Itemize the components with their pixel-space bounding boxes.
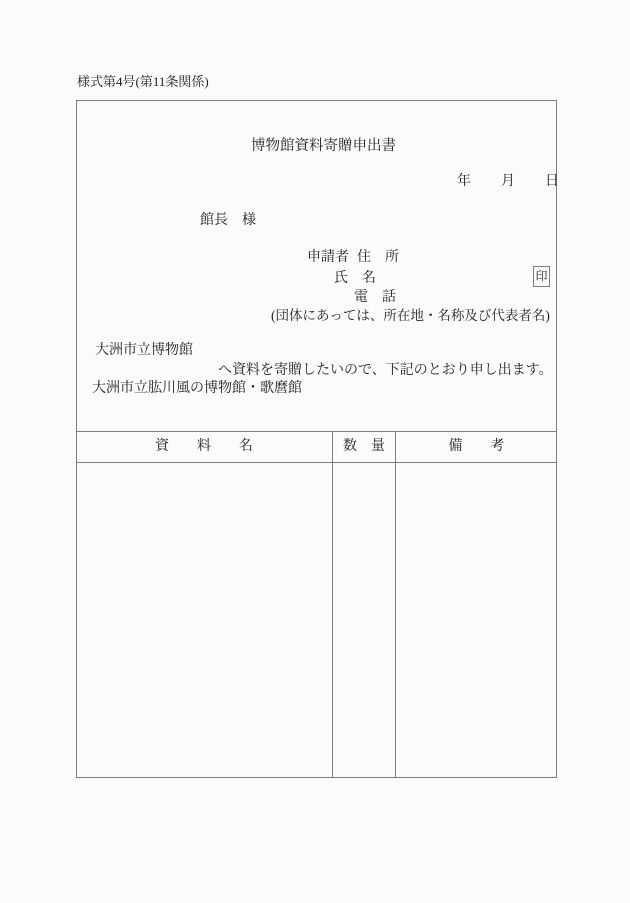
- applicant-label: 申請者: [307, 250, 349, 265]
- date-line: [457, 174, 559, 190]
- remarks-cell: [396, 463, 557, 778]
- seal-mark: 印: [535, 268, 548, 283]
- remarks-header: 備 考: [448, 438, 505, 454]
- museum-name-2: 大洲市立肱川風の博物館・歌麿館: [92, 381, 302, 396]
- month-label: 月: [501, 174, 515, 189]
- organization-note: (団体にあっては、所在地・名称及び代表者名): [271, 308, 550, 323]
- applicant-phone-label: 電 話: [354, 290, 396, 305]
- materials-table: [76, 431, 557, 778]
- applicant-address-label: 住 所: [357, 250, 399, 265]
- form-number-label: 様式第4号(第11条関係): [77, 74, 209, 89]
- day-label: 日: [545, 174, 559, 189]
- quantity-cell: [332, 463, 396, 778]
- table-body-row: [76, 463, 557, 778]
- table-header-row: [76, 431, 557, 463]
- year-label: 年: [457, 174, 471, 189]
- applicant-name-label: 氏 名: [334, 271, 376, 286]
- document-title: 博物館資料寄贈申出書: [251, 138, 396, 154]
- seal-box: [533, 266, 550, 287]
- material-name-header: 資 料 名: [155, 438, 253, 454]
- material-name-cell: [76, 463, 332, 778]
- quantity-header: 数 量: [332, 432, 396, 462]
- director-addressee-line: 館長 様: [200, 213, 256, 228]
- museum-name-1: 大洲市立博物館: [95, 343, 193, 358]
- donation-request-statement: へ資料を寄贈したいので、下記のとおり申し出ます。: [218, 363, 553, 378]
